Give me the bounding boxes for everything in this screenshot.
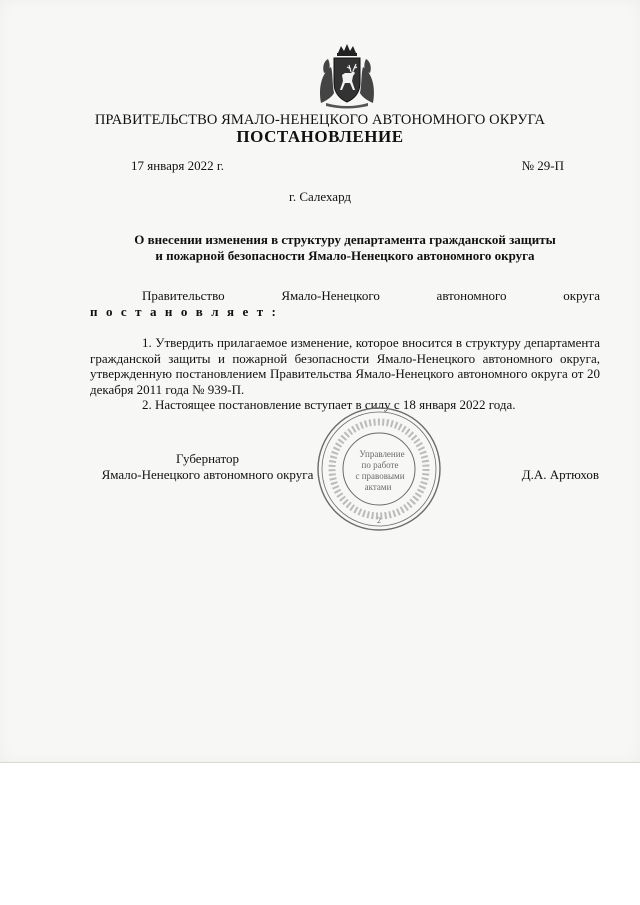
document-subject [90,232,600,264]
signatory-title: Губернатор [176,451,239,466]
intro-word: автономного [436,288,507,303]
document-date: 17 января 2022 г. [131,158,225,173]
document-number: № 29-П [521,158,564,173]
blank-area [0,763,640,905]
document-city: г. Салехард [288,189,352,204]
body-paragraph-1: 1. Утвердить прилагаемое изменение, которое вносится в структуру департамента гражданской защиты и пожарной безопасности Ямало-Ненецкого автономного округа, утвержденную постановлением Правительства Ямало-Ненецкого автономного округа от 20 декабря 2011 года № 939-П. [90,335,600,397]
intro-word: Ямало-Ненецкого [281,288,380,303]
resolves-word: п о с т а н о в л я е т : [90,304,279,319]
intro-word: Правительство [142,288,225,303]
stamp-line-4: актами [364,482,392,492]
intro-line [142,288,600,304]
signatory-region: Ямало-Ненецкого автономного округа [101,467,314,482]
stamp-line-1: Управление [359,449,405,459]
signatory-role [90,451,325,483]
document-type-heading: ПОСТАНОВЛЕНИЕ [236,127,404,146]
subject-line-1: О внесении изменения в структуру департамента гражданской защиты [134,232,556,247]
document-body [90,335,600,413]
government-title: ПРАВИТЕЛЬСТВО ЯМАЛО-НЕНЕЦКОГО АВТОНОМНОГО ОКРУГА [94,112,546,128]
body-paragraph-2: 2. Настоящее постановление вступает в силу с 18 января 2022 года. [142,397,516,412]
subject-line-2: и пожарной безопасности Ямало-Ненецкого автономного округа [155,248,535,263]
signatory-name: Д.А. Артюхов [521,467,599,482]
stamp-line-2: по работе [361,460,399,470]
official-seal-stamp [315,405,443,533]
stamp-line-3: с правовыми [355,471,405,481]
coat-of-arms-icon [318,43,376,109]
intro-word: округа [563,288,600,303]
stamp-number: 2 [377,516,381,525]
